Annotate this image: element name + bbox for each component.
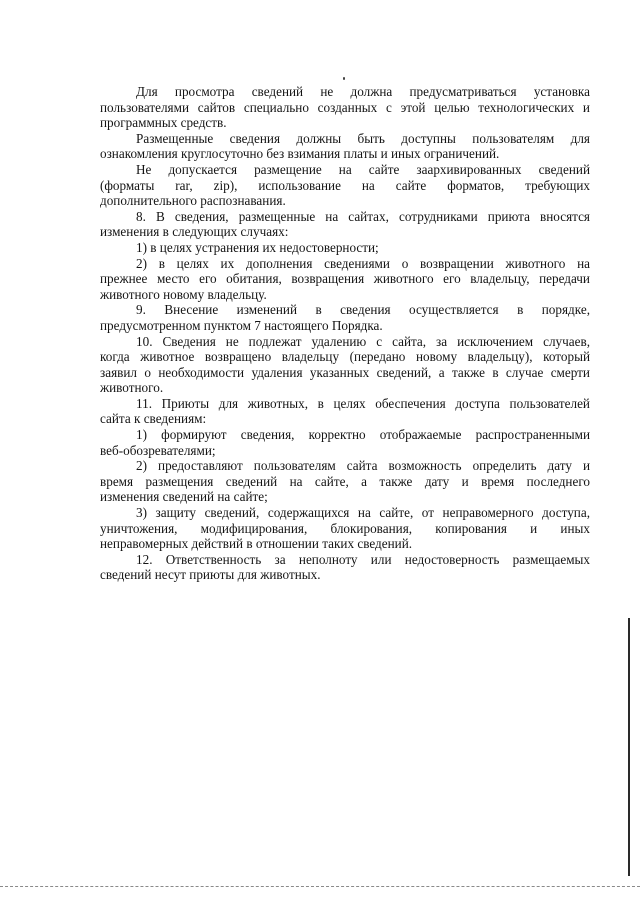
paragraph-line: 2) в целях их дополнения сведениями о возвращении животного на bbox=[136, 255, 590, 271]
paragraph bbox=[100, 458, 590, 505]
paragraph-line: ознакомления круглосуточно без взимания платы и иных ограничений. bbox=[100, 146, 500, 162]
paragraph-line: 3) защиту сведений, содержащихся на сайте, от неправомерного доступа, bbox=[136, 505, 590, 521]
paragraph-line: пользователями сайтов специально созданных с этой целью технологических и bbox=[100, 99, 590, 115]
paragraph-line: программных средств. bbox=[100, 115, 227, 131]
scan-edge-line bbox=[628, 618, 630, 876]
paragraph bbox=[100, 84, 590, 131]
paragraph-line: прежнее место его обитания, возвращения животного его владельцу, передачи bbox=[100, 271, 590, 287]
paragraph-line: неправомерных действий в отношении таких сведений. bbox=[100, 536, 413, 552]
paragraph-line: животного. bbox=[100, 380, 164, 396]
paragraph-line: Не допускается размещение на сайте заархивированных сведений bbox=[136, 161, 590, 177]
paragraph-line: Размещенные сведения должны быть доступны пользователям для bbox=[136, 130, 590, 146]
paragraph-line: дополнительного распознавания. bbox=[100, 193, 286, 209]
paragraph-line: Для просмотра сведений не должна предусматриваться установка bbox=[136, 84, 590, 99]
paragraph bbox=[100, 240, 590, 256]
paragraph-line: уничтожения, модифицирования, блокирования, копирования и иных bbox=[100, 520, 590, 536]
paragraph-line: 12. Ответственность за неполноту или недостоверность размещаемых bbox=[136, 551, 590, 567]
paragraph bbox=[100, 256, 590, 303]
paragraph-line: веб-обозревателями; bbox=[100, 442, 216, 458]
paragraph bbox=[100, 552, 590, 583]
paragraph-line: сайта к сведениям: bbox=[100, 411, 207, 427]
paragraph-line: когда животное возвращено владельцу (передано новому владельцу), который bbox=[100, 349, 590, 365]
paragraph bbox=[100, 162, 590, 209]
paragraph-line: изменения в следующих случаях: bbox=[100, 224, 289, 240]
paragraph bbox=[100, 505, 590, 552]
paragraph bbox=[100, 334, 590, 396]
paragraph bbox=[100, 131, 590, 162]
paragraph-line: время размещения сведений на сайте, а также дату и время последнего bbox=[100, 473, 590, 489]
paragraph-line: предусмотренном пунктом 7 настоящего Порядка. bbox=[100, 317, 383, 333]
paragraph bbox=[100, 396, 590, 427]
paragraph-line: 9. Внесение изменений в сведения осуществляется в порядке, bbox=[136, 302, 590, 318]
paragraph-line: животного новому владельцу. bbox=[100, 286, 267, 302]
paragraph-line: (форматы rar, zip), использование на сайте форматов, требующих bbox=[100, 177, 590, 193]
paragraph-line: сведений несут приюты для животных. bbox=[100, 567, 321, 583]
scan-bottom-edge bbox=[0, 886, 640, 887]
paragraph bbox=[100, 302, 590, 333]
paragraph-line: 11. Приюты для животных, в целях обеспечения доступа пользователей bbox=[136, 395, 590, 411]
document-body bbox=[100, 84, 590, 583]
paragraph-line: 1) в целях устранения их недостоверности; bbox=[136, 239, 379, 255]
paragraph-line: 10. Сведения не подлежат удалению с сайта, за исключением случаев, bbox=[136, 333, 590, 349]
scan-speck bbox=[343, 77, 345, 80]
paragraph-line: 1) формируют сведения, корректно отображаемые распространенными bbox=[136, 427, 590, 443]
paragraph bbox=[100, 209, 590, 240]
paragraph-line: 2) предоставляют пользователям сайта возможность определить дату и bbox=[136, 458, 590, 474]
paragraph-line: заявил о необходимости удаления указанных сведений, а также в случае смерти bbox=[100, 364, 590, 380]
paragraph-line: 8. В сведения, размещенные на сайтах, сотрудниками приюта вносятся bbox=[136, 208, 590, 224]
paragraph bbox=[100, 427, 590, 458]
paragraph-line: изменения сведений на сайте; bbox=[100, 489, 268, 505]
